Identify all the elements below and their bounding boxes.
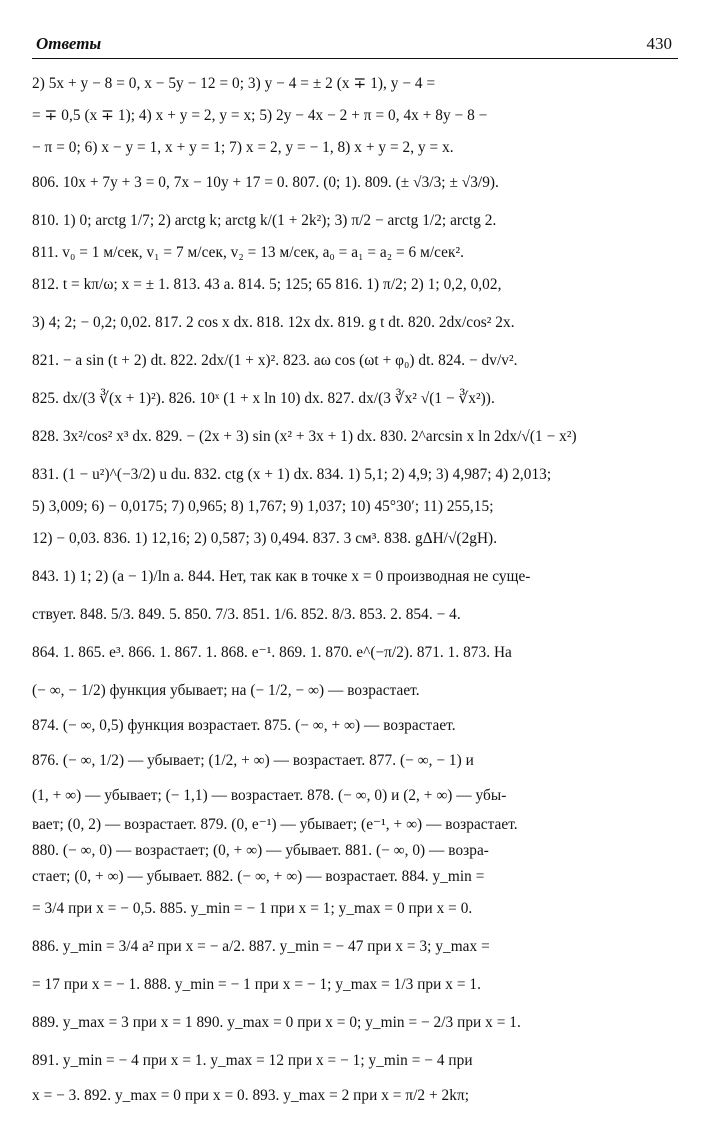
text-line: = 17 при x = − 1. 888. y_min = − 1 при x = − 1; y_max = 1/3 при x = 1. — [32, 976, 481, 993]
text-line: 806. 10x + 7y + 3 = 0, 7x − 10y + 17 = 0. 807. (0; 1). 809. (± √3/3; ± √3/9). — [32, 174, 499, 191]
text-line: 889. y_max = 3 при x = 1 890. y_max = 0 при x = 0; y_min = − 2/3 при x = 1. — [32, 1014, 521, 1031]
text-line: 843. 1) 1; 2) (a − 1)/ln a. 844. Нет, так как в точке x = 0 производная не суще- — [32, 568, 531, 585]
text-line: 825. dx/(3 ∛(x + 1)²). 826. 10ˣ (1 + x ln 10) dx. 827. dx/(3 ∛x² √(1 − ∛x²)). — [32, 390, 495, 407]
text-line: 886. y_min = 3/4 a² при x = − a/2. 887. y_min = − 47 при x = 3; y_max = — [32, 938, 490, 955]
text-line: 831. (1 − u²)^(−3/2) u du. 832. ctg (x + 1) dx. 834. 1) 5,1; 2) 4,9; 3) 4,987; 4) 2,013; — [32, 466, 552, 483]
text-line: 864. 1. 865. e³. 866. 1. 867. 1. 868. e⁻¹. 869. 1. 870. e^(−π/2). 871. 1. 873. На — [32, 644, 512, 661]
text-line: = 3/4 при x = − 0,5. 885. y_min = − 1 при x = 1; y_max = 0 при x = 0. — [32, 900, 473, 917]
text-line: 874. (− ∞, 0,5) функция возрастает. 875. (− ∞, + ∞) — возрастает. — [32, 717, 456, 734]
page-header — [32, 0, 678, 62]
text-line: = ∓ 0,5 (x ∓ 1); 4) x + y = 2, y = x; 5) 2y − 4x − 2 + π = 0, 4x + 8y − 8 − — [32, 107, 488, 124]
text-line: 880. (− ∞, 0) — возрастает; (0, + ∞) — убывает. 881. (− ∞, 0) — возра- — [32, 842, 489, 859]
text-line: 2) 5x + y − 8 = 0, x − 5y − 12 = 0; 3) y − 4 = ± 2 (x ∓ 1), y − 4 = — [32, 75, 436, 92]
running-title: Ответы — [36, 34, 102, 53]
page-number: 430 — [646, 34, 672, 53]
text-line: 12) − 0,03. 836. 1) 12,16; 2) 0,587; 3) 0,494. 837. 3 см³. 838. gΔH/√(2gH). — [32, 530, 498, 547]
text-line: x = − 3. 892. y_max = 0 при x = 0. 893. y_max = 2 при x = π/2 + 2kπ; — [32, 1087, 470, 1104]
text-line: 810. 1) 0; arctg 1/7; 2) arctg k; arctg k/(1 + 2k²); 3) π/2 − arctg 1/2; arctg 2. — [32, 212, 497, 229]
text-line: 891. y_min = − 4 при x = 1. y_max = 12 при x = − 1; y_min = − 4 при — [32, 1052, 473, 1069]
text-line: 821. − a sin (t + 2) dt. 822. 2dx/(1 + x)². 823. aω cos (ωt + φ₀) dt. 824. − dv/v². — [32, 352, 518, 369]
text-line: (1, + ∞) — убывает; (− 1,1) — возрастает. 878. (− ∞, 0) и (2, + ∞) — убы- — [32, 787, 507, 804]
text-line: стает; (0, + ∞) — убывает. 882. (− ∞, + ∞) — возрастает. 884. y_min = — [32, 868, 485, 885]
text-line: 3) 4; 2; − 0,2; 0,02. 817. 2 cos x dx. 818. 12x dx. 819. g t dt. 820. 2dx/cos² 2x. — [32, 314, 515, 331]
text-line: вает; (0, 2) — возрастает. 879. (0, e⁻¹) — убывает; (e⁻¹, + ∞) — возрастает. — [32, 816, 518, 833]
text-line: 876. (− ∞, 1/2) — убывает; (1/2, + ∞) — возрастает. 877. (− ∞, − 1) и — [32, 752, 474, 769]
text-line: 811. v₀ = 1 м/сек, v₁ = 7 м/сек, v₂ = 13 м/сек, a₀ = a₁ = a₂ = 6 м/сек². — [32, 244, 464, 261]
text-line: (− ∞, − 1/2) функция убывает; на (− 1/2, − ∞) — возрастает. — [32, 682, 420, 699]
text-line: − π = 0; 6) x − y = 1, x + y = 1; 7) x = 2, y = − 1, 8) x + y = 2, y = x. — [32, 139, 454, 156]
header-rule — [32, 58, 678, 59]
text-line: ствует. 848. 5/3. 849. 5. 850. 7/3. 851. 1/6. 852. 8/3. 853. 2. 854. − 4. — [32, 606, 461, 623]
text-line: 5) 3,009; 6) − 0,0175; 7) 0,965; 8) 1,767; 9) 1,037; 10) 45°30′; 11) 255,15; — [32, 498, 494, 515]
text-line: 828. 3x²/cos² x³ dx. 829. − (2x + 3) sin (x² + 3x + 1) dx. 830. 2^arcsin x ln 2dx/√(1 − x²) — [32, 428, 577, 445]
text-line: 812. t = kπ/ω; x = ± 1. 813. 43 a. 814. 5; 125; 65 816. 1) π/2; 2) 1; 0,2, 0,02, — [32, 276, 502, 293]
answers-text — [32, 62, 678, 1112]
